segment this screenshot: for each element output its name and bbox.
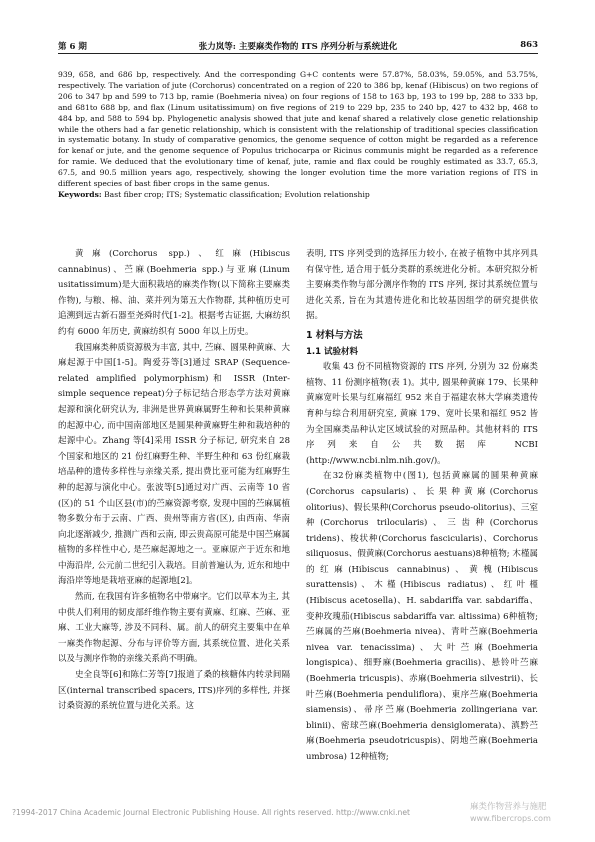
intro-paragraph-3: 然而, 在我国有许多植物名中带麻字。它们以草本为主, 其中供人们利用的韧皮部纤维作物主要有黄麻、红麻、苎麻、亚麻、工业大麻等, 涉及不同科、属。前人的研究主要集中在单一麻类作物起源、分布与评价等方面, 其系统位置、进化关系以及与测序作物的亲缘关系尚不明确。 xyxy=(58,592,290,665)
abstract-text: 939, 658, and 686 bp, respectively. And the corresponding G+C contents were 57.87%, 58.03%, 59.05%, and 53.75%, respectively. The variation of jute (Corchorus) concentrated on a region of 220 to 386 bp, kenaf (Hibiscus) on two regions of 206 to 347 bp and 599 to 713 bp, ramie (Boehmeria nivea) on four regions of 158 to 163 bp, 193 to 199 bp, 288 to 333 bp, and 681to 688 bp, and flax (Linum usitatissimum) on five regions of 219 to 229 bp, 235 to 240 bp, 427 to 432 bp, 468 to 484 bp, and 588 to 594 bp. Phylogenetic analysis showed that jute and kenaf shared a relatively close genetic relationship while the others had a far genetic relationship, which is consistent with the relationship of traditional species classification in systematic botany. In study of comparative genomics, the genome sequence of cotton might be regarded as a reference for kenaf or jute, and the genome sequence of Populus trichocarpa or Ricinus communis might be regarded as a reference for ramie. We deduced that the evolutionary time of kenaf, jute, ramie and flax could be roughly estimated as 33.7, 65.3, 67.5, and 90.5 million years ago, respectively, showing the longer evolution time the more variation regions of ITS in different species of bast fiber crops in the same genus. xyxy=(58,70,538,189)
watermark-name: 麻类作物营养与施肥 xyxy=(470,802,547,812)
left-column xyxy=(58,247,290,715)
intro-paragraph-4: 史全良等[6]和陈仁芳等[7]报道了桑的核糖体内转录间隔区(internal transcribed spacers, ITS)序列的多样性, 并探讨桑资源的系统位置与进化关系。这 xyxy=(58,670,290,712)
site-watermark xyxy=(470,802,595,824)
copyright-text: ?1994-2017 China Academic Journal Electronic Publishing House. All rights reserved. http://www.cnki.net xyxy=(12,808,411,817)
right-column xyxy=(306,247,538,766)
running-title: 张力岚等: 主要麻类作物的 ITS 序列分析与系统进化 xyxy=(198,42,398,52)
materials-paragraph-2: 在32份麻类植物中(图1), 包括黄麻属的圆果种黄麻(Corchorus capsularis)、长果种黄麻(Corchorus olitorius)、假长果种(Corchorus pseudo-olitorius)、三室种(Corchorus trilocularis)、三齿种(Corchorus tridens)、梭状种(Corchorus fascicularis)、Corchorus siliquosus、假黄麻(Corchorus aestuans)8种植物; 木槿属的红麻(Hibiscus cannabinus)、黄槐(Hibiscus surattensis)、木槿(Hibiscus radiatus)、红叶槿(Hibiscus acetosella)、H. sabdariffa var. sabdariffa、变种玫瑰茄(Hibiscus sabdariffa var. altissima) 6种植物; 苎麻属的苎麻(Boehmeria nivea)、青叶苎麻(Boehmeria nivea var. tenacissima)、大叶苎麻(Boehmeria longispica)、细野麻(Boehmeria gracilis)、悬铃叶苎麻(Boehmeria tricuspis)、赤麻(Boehmeria silvestrii)、长叶苎麻(Boehmeria penduliflora)、東序苎麻(Boehmeria siamensis)、帚序苎麻(Boehmeria zollingeriana var. blinii)、密球苎麻(Boehmeria densiglomerata)、滇黔苎麻(Boehmeria pseudotricuspis)、阴地苎麻(Boehmeria umbrosa) 12种植物; xyxy=(306,471,538,762)
intro-paragraph-1: 黄麻(Corchorus spp.)、红麻(Hibiscus cannabinus)、苎麻(Boehmeria spp.)与亚麻(Linum usitatissimum)是大面积栽培的麻类作物(以下简称主要麻类作物), 与粮、棉、油、菜并列为第五大作物群, 其种植历史可追溯到远古新石器至尧舜时代[1-2]。根据考古证据, 大麻纺织约有 6000 年历史, 黄麻纺织有 5000 年以上历史。 xyxy=(58,249,290,337)
header-rule xyxy=(58,53,538,54)
issue-number: 第 6 期 xyxy=(58,42,87,52)
english-abstract xyxy=(58,70,538,201)
materials-paragraph-1: 收集 43 份不同植物资源的 ITS 序列, 分别为 32 份麻类植物、11 份测序植物(表 1)。其中, 圆果种黄麻 179、长果种黄麻宽叶长果与红麻福红 952 来自于福建农林大学麻类遗传育种与综合利用研究室, 黄麻 179、宽叶长果和福红 952 皆为全国麻类品种认定区域试验的对照品种。其他材料的 ITS 序列来自公共数据库 NCBI (http://www.ncbi.nlm.nih.gov/)。 xyxy=(306,362,538,466)
section-heading-materials-methods: 1 材料与方法 xyxy=(306,329,363,341)
keywords-text: Bast fiber crop; ITS; Systematic classification; Evolution relationship xyxy=(104,189,370,199)
intro-paragraph-2: 我国麻类种质资源极为丰富, 其中, 苎麻、圆果种黄麻、大麻起源于中国[1-5]。陶爱芬等[3]通过 SRAP (Sequence-related amplified polymorphism)和 ISSR (Inter-simple sequence repeat)分子标记结合形态学方法对黄麻起源和演化研究认为, 非洲是世界黄麻属野生种和长果种黄麻的起源中心, 而中国南部地区是圆果种黄麻野生种和栽培种的起源中心。Zhang 等[4]采用 ISSR 分子标记, 研究来自 28 个国家和地区的 21 份红麻野生种、半野生种和 63 份红麻栽培品种的遗传多样性与亲缘关系, 提出费比亚可能为红麻野生种的起源与演化中心。张波等[5]通过对广西、云南等 10 省(区)的 51 个山区县(市)的苎麻资源考察, 发现中国的苎麻属植物多数分布于云南、广西、贵州等南方省(区), 由西南、华南向北逐渐减少, 推测广西和云南, 即云贵高原可能是中国苎麻属植物的多样性中心, 是苎麻起源地之一。亚麻原产于近东和地中海沿岸, 公元前二世纪引入栽培。目前普遍认为, 近东和地中海沿岸等地是栽培亚麻的起源地[2]。 xyxy=(58,342,290,587)
keywords-label: Keywords: xyxy=(58,189,102,199)
running-header xyxy=(58,40,538,54)
keywords-line xyxy=(58,190,538,201)
page-number: 863 xyxy=(520,40,538,50)
intro-continuation: 表明, ITS 序列受到的选择压力较小, 在被子植物中其序列具有保守性, 适合用于低分类群的系统进化分析。本研究拟分析主要麻类作物与部分测序作物的 ITS 序列, 探讨其系统位置与进化关系, 旨在为其遗传进化和比较基因组学的研究提供依据。 xyxy=(306,249,538,322)
watermark-url: www.fibercrops.com xyxy=(470,814,551,823)
subsection-heading-materials: 1.1 试验材料 xyxy=(306,346,359,357)
